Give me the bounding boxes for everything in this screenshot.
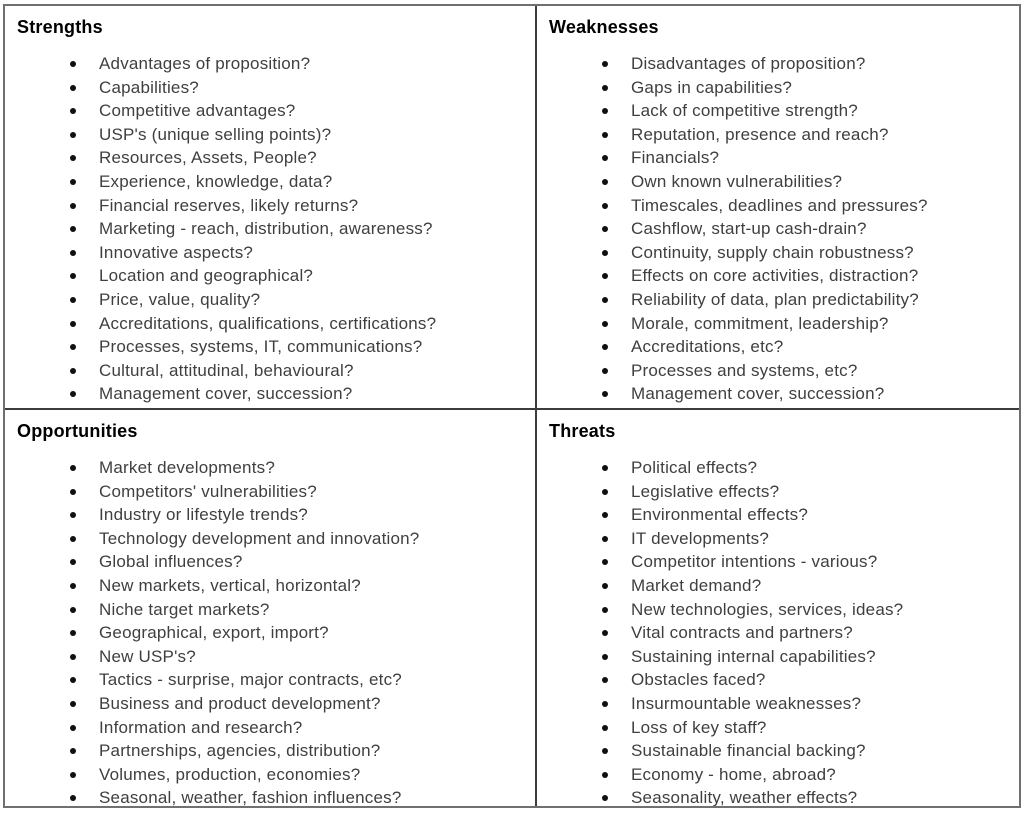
list-item: Cultural, attitudinal, behavioural?: [99, 359, 523, 383]
list-item: Volumes, production, economies?: [99, 763, 523, 787]
list-item: New markets, vertical, horizontal?: [99, 574, 523, 598]
list-item: Environmental effects?: [631, 503, 1007, 527]
list-item: Reputation, presence and reach?: [631, 123, 1007, 147]
list-item: Legislative effects?: [631, 480, 1007, 504]
list-item: Processes and systems, etc?: [631, 359, 1007, 383]
weaknesses-title: Weaknesses: [549, 17, 659, 37]
threats-list: [549, 456, 1007, 806]
list-item: Gaps in capabilities?: [631, 76, 1007, 100]
list-item: Disadvantages of proposition?: [631, 52, 1007, 76]
list-item: Effects on core activities, distraction?: [631, 264, 1007, 288]
list-item: Market developments?: [99, 456, 523, 480]
list-item: Market demand?: [631, 574, 1007, 598]
threats-title: Threats: [549, 421, 616, 441]
list-item: Political effects?: [631, 456, 1007, 480]
list-item: Loss of key staff?: [631, 716, 1007, 740]
list-item: Obstacles faced?: [631, 668, 1007, 692]
list-item: Economy - home, abroad?: [631, 763, 1007, 787]
list-item: Cashflow, start-up cash-drain?: [631, 217, 1007, 241]
list-item: Price, value, quality?: [99, 288, 523, 312]
strengths-title: Strengths: [17, 17, 103, 37]
list-item: Geographical, export, import?: [99, 621, 523, 645]
list-item: Accreditations, qualifications, certifications?: [99, 312, 523, 336]
list-item: Vital contracts and partners?: [631, 621, 1007, 645]
list-item: Business and product development?: [99, 692, 523, 716]
list-item: Management cover, succession?: [631, 382, 1007, 406]
opportunities-list: [17, 456, 523, 806]
list-item: Competitors' vulnerabilities?: [99, 480, 523, 504]
list-item: Seasonality, weather effects?: [631, 786, 1007, 806]
list-item: Own known vulnerabilities?: [631, 170, 1007, 194]
list-item: Industry or lifestyle trends?: [99, 503, 523, 527]
list-item: USP's (unique selling points)?: [99, 123, 523, 147]
list-item: Competitive advantages?: [99, 99, 523, 123]
list-item: Information and research?: [99, 716, 523, 740]
swot-table: [3, 4, 1021, 808]
list-item: Partnerships, agencies, distribution?: [99, 739, 523, 763]
list-item: Technology development and innovation?: [99, 527, 523, 551]
list-item: Reliability of data, plan predictability?: [631, 288, 1007, 312]
list-item: Processes, systems, IT, communications?: [99, 335, 523, 359]
quadrant-threats: [537, 410, 1019, 806]
list-item: Management cover, succession?: [99, 382, 523, 406]
list-item: New USP's?: [99, 645, 523, 669]
quadrant-strengths: [5, 6, 537, 410]
list-item: Location and geographical?: [99, 264, 523, 288]
list-item: Accreditations, etc?: [631, 335, 1007, 359]
list-item: Timescales, deadlines and pressures?: [631, 194, 1007, 218]
list-item: Competitor intentions - various?: [631, 550, 1007, 574]
list-item: Advantages of proposition?: [99, 52, 523, 76]
list-item: Financial reserves, likely returns?: [99, 194, 523, 218]
list-item: Insurmountable weaknesses?: [631, 692, 1007, 716]
list-item: Financials?: [631, 146, 1007, 170]
opportunities-title: Opportunities: [17, 421, 138, 441]
list-item: New technologies, services, ideas?: [631, 598, 1007, 622]
list-item: Morale, commitment, leadership?: [631, 312, 1007, 336]
list-item: Global influences?: [99, 550, 523, 574]
list-item: Sustaining internal capabilities?: [631, 645, 1007, 669]
list-item: Sustainable financial backing?: [631, 739, 1007, 763]
list-item: Lack of competitive strength?: [631, 99, 1007, 123]
list-item: Experience, knowledge, data?: [99, 170, 523, 194]
quadrant-weaknesses: [537, 6, 1019, 410]
list-item: Innovative aspects?: [99, 241, 523, 265]
strengths-list: [17, 52, 523, 406]
list-item: Resources, Assets, People?: [99, 146, 523, 170]
list-item: Seasonal, weather, fashion influences?: [99, 786, 523, 806]
list-item: Capabilities?: [99, 76, 523, 100]
list-item: Marketing - reach, distribution, awareness?: [99, 217, 523, 241]
list-item: Continuity, supply chain robustness?: [631, 241, 1007, 265]
list-item: Niche target markets?: [99, 598, 523, 622]
quadrant-opportunities: [5, 410, 537, 806]
weaknesses-list: [549, 52, 1007, 406]
list-item: Tactics - surprise, major contracts, etc?: [99, 668, 523, 692]
list-item: IT developments?: [631, 527, 1007, 551]
